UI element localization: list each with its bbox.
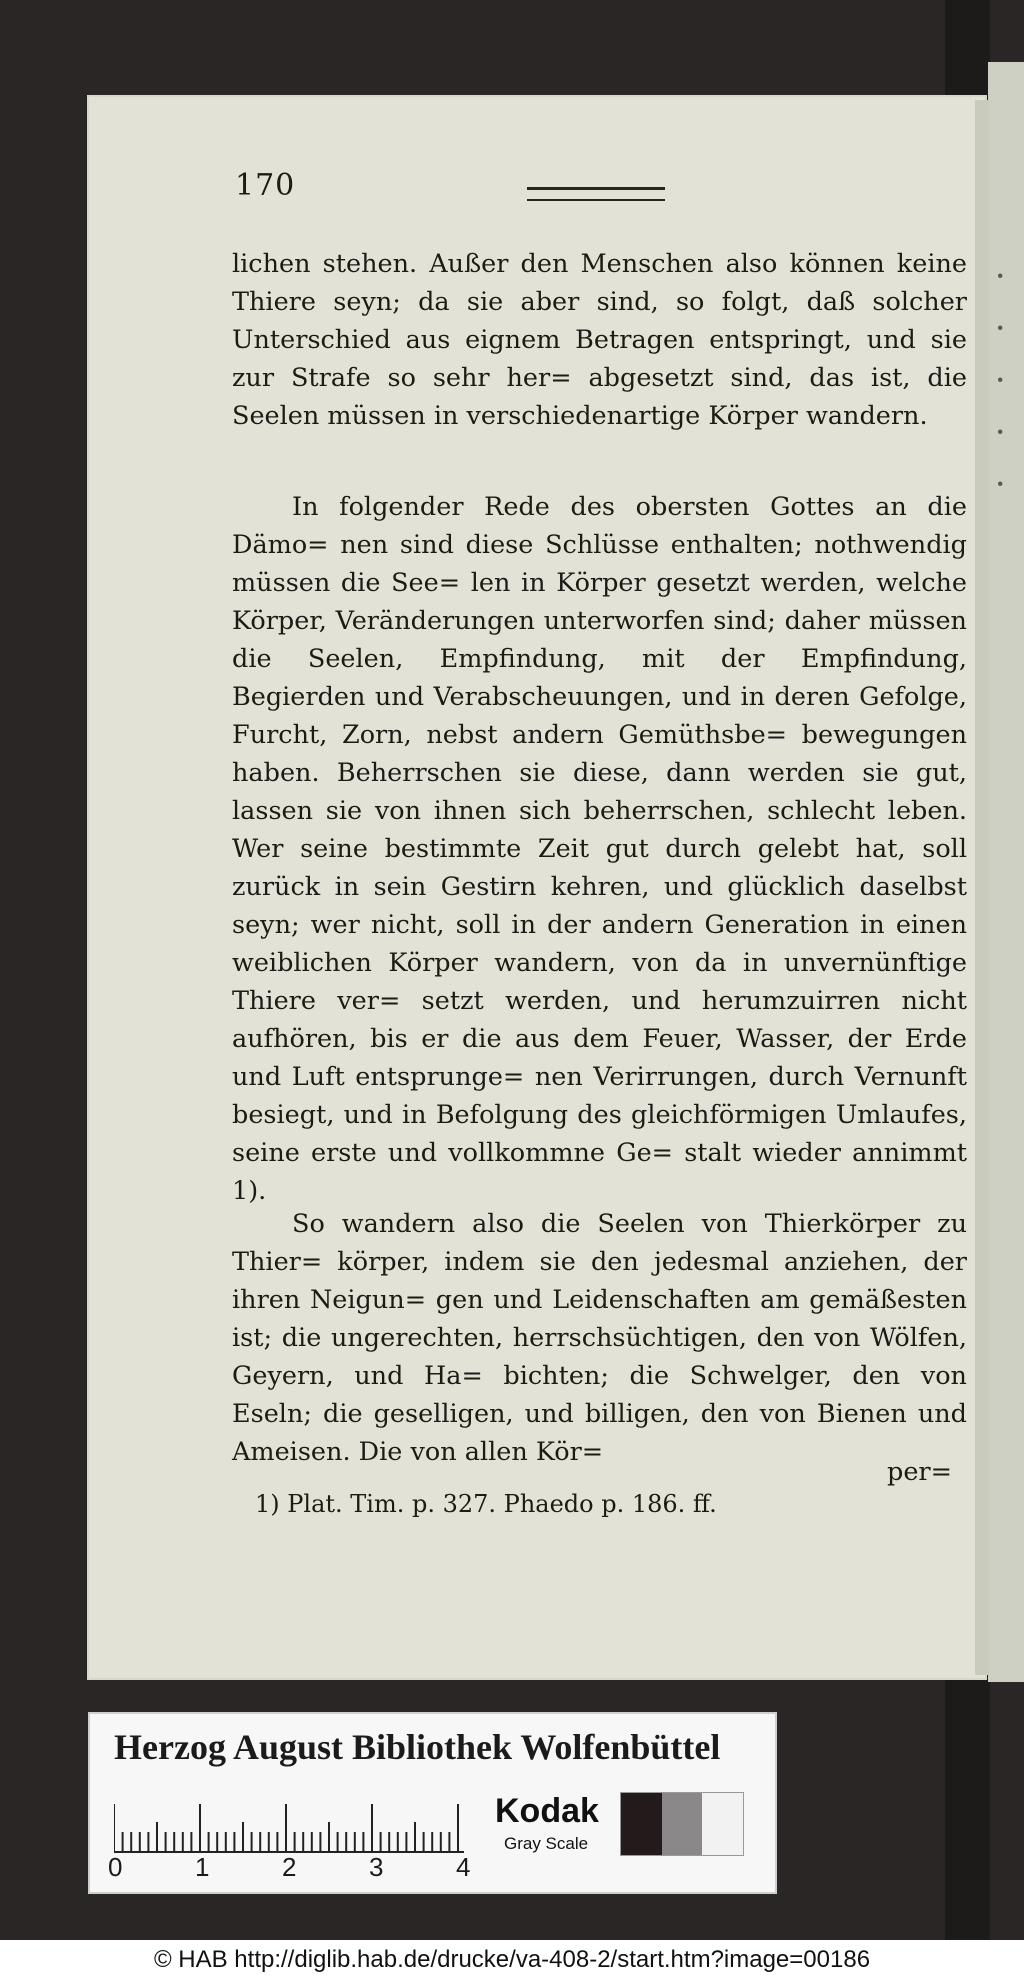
facing-page-marks: · · · · · [996, 261, 1005, 498]
paragraph-text: lichen stehen. Außer den Menschen also können keine Thiere seyn; da sie aber sind, so folgt, daß solcher Unterschied aus eignem Betragen entspringt, und sie zur Strafe so sehr her= abgesetzt sind, das ist, die Seelen müssen in verschiedenartige Körper wandern. [232, 249, 967, 431]
book-page [87, 95, 987, 1680]
ruler-scale [114, 1804, 464, 1854]
gray-scale-label: Gray Scale [504, 1834, 589, 1853]
ruler-number: 3 [369, 1852, 384, 1882]
library-name: Herzog August Bibliothek Wolfenbüttel [114, 1727, 721, 1767]
paragraph-1 [232, 245, 967, 435]
paragraph-text: In folgender Rede des obersten Gottes an die Dämo= nen sind diese Schlüsse enthalten; nothwendig müssen die See= len in Körper gesetzt werden, welche Körper, Veränderungen unterworfen sind; daher müssen die Seelen, Empfindung, mit der Empfindung, Begierden und Verabscheuungen, und in deren Gefolge, Furcht, Zorn, nebst andern Gemüthsbe= bewegungen haben. Beherrschen sie diese, dann werden sie gut, lassen sie von ihnen sich beherrschen, schlecht leben. Wer seine bestimmte Zeit gut durch gelebt hat, soll zurück in sein Gestirn kehren, und glücklich daselbst seyn; wer nicht, soll in der andern Generation in einen weiblichen Körper wandern, von da in unvernünftige Thiere ver= setzt werden, und herumzuirren nicht aufhören, bis er die aus dem Feuer, Wasser, der Erde und Luft entsprunge= nen Verirrungen, durch Vernunft besiegt, und in Befolgung des gleichförmigen Umlaufes, seine erste und vollkommne Ge= stalt wieder annimmt 1). [232, 492, 967, 1206]
ruler-number: 4 [456, 1852, 471, 1882]
copyright-footer: © HAB http://diglib.hab.de/drucke/va-408-2/start.htm?image=00186 [0, 1940, 1024, 1980]
ruler-number: 0 [108, 1852, 123, 1882]
ruler-number: 1 [195, 1852, 210, 1882]
ruler-number: 2 [282, 1852, 297, 1882]
catchword: per= [887, 1457, 952, 1487]
paragraph-2 [232, 488, 967, 1210]
page-edge [975, 100, 989, 1675]
footnote: 1) Plat. Tim. p. 327. Phaedo p. 186. ff. [255, 1490, 717, 1518]
gray-swatches [620, 1792, 744, 1856]
page-number: 170 [235, 168, 296, 203]
paragraph-3 [232, 1205, 967, 1471]
kodak-logo: Kodak [495, 1792, 599, 1830]
swatch-white [702, 1793, 743, 1855]
swatch-black [621, 1793, 662, 1855]
swatch-mid-gray [662, 1793, 703, 1855]
header-rule [527, 187, 665, 201]
paragraph-text: So wandern also die Seelen von Thierkörper zu Thier= körper, indem sie den jedesmal anziehen, der ihren Neigun= gen und Leidenschaften am gemäßesten ist; die ungerechten, herrschsüchtigen, den von Wölfen, Geyern, und Ha= bichten; die Schwelger, den von Eseln; die geselligen, und billigen, den von Bienen und Ameisen. Die von allen Kör= [232, 1209, 967, 1467]
color-calibration-card [88, 1712, 777, 1894]
